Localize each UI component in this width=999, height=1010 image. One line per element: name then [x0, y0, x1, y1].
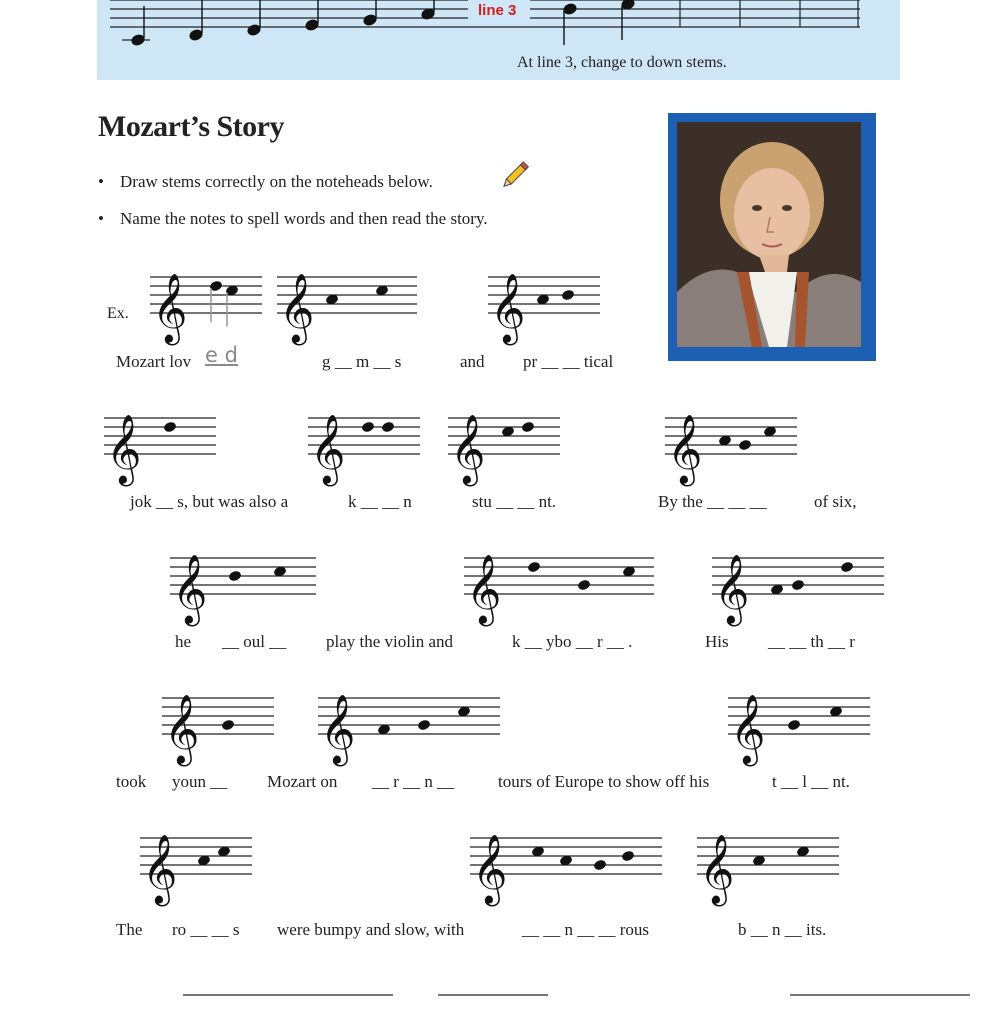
- story-text-1-4: and: [460, 352, 485, 371]
- treble-clef-icon: 𝄞: [714, 554, 750, 624]
- music-staff: [470, 818, 662, 904]
- music-staff: [308, 398, 420, 484]
- treble-clef-icon: 𝄞: [730, 694, 766, 764]
- story-text-3-4: k __ ybo __ r __ .: [512, 632, 633, 651]
- line-3-label: line 3: [478, 2, 517, 19]
- music-staff: [170, 538, 316, 624]
- notehead[interactable]: [163, 421, 177, 434]
- story-text-4-5: tours of Europe to show off his: [498, 772, 710, 791]
- story-text-4-2: youn __: [172, 772, 228, 791]
- story-text-3-1: he: [175, 632, 192, 651]
- story-text-2-4: By the __ __ __: [658, 492, 767, 511]
- treble-clef-icon: 𝄞: [310, 414, 346, 484]
- treble-clef-icon: 𝄞: [172, 554, 208, 624]
- treble-clef-icon: 𝄞: [152, 273, 188, 343]
- treble-clef-icon: 𝄞: [466, 554, 502, 624]
- notehead[interactable]: [381, 421, 395, 434]
- mozart-portrait: [677, 122, 861, 347]
- story-text-5-5: b __ n __ its.: [738, 920, 827, 939]
- treble-clef-icon: 𝄞: [279, 273, 315, 343]
- notehead[interactable]: [621, 850, 635, 863]
- music-staff: [104, 398, 216, 484]
- notehead[interactable]: [417, 719, 431, 732]
- bullet-1: • Draw stems correctly on the noteheads below.: [98, 172, 433, 191]
- treble-clef-icon: 𝄞: [472, 834, 508, 904]
- music-staff: [277, 257, 417, 343]
- example-label: Ex.: [107, 305, 129, 322]
- story-text-2-2: k __ __ n: [348, 492, 412, 511]
- music-staff: [697, 818, 839, 904]
- treble-clef-icon: 𝄞: [106, 414, 142, 484]
- pencil-icon: [502, 158, 532, 190]
- treble-clef-icon: 𝄞: [164, 694, 200, 764]
- top-staff: [110, 0, 870, 50]
- story-text-4-4: __ r __ n __: [372, 772, 455, 791]
- story-text-5-4: __ __ n __ __ rous: [522, 920, 650, 939]
- treble-clef-icon: 𝄞: [667, 414, 703, 484]
- notehead[interactable]: [840, 561, 854, 574]
- notehead[interactable]: [527, 561, 541, 574]
- treble-clef-icon: 𝄞: [320, 694, 356, 764]
- notehead[interactable]: [738, 439, 752, 452]
- music-staff: [140, 818, 252, 904]
- treble-clef-icon: 𝄞: [699, 834, 735, 904]
- notehead[interactable]: [791, 579, 805, 592]
- example-answer: e d: [205, 343, 238, 367]
- notehead[interactable]: [561, 289, 575, 302]
- notehead[interactable]: [593, 859, 607, 872]
- music-staff: [150, 257, 262, 343]
- story-text-3-2: __ oul __: [222, 632, 287, 651]
- music-staff: [488, 257, 600, 343]
- music-staff: [665, 398, 797, 484]
- notehead[interactable]: [577, 579, 591, 592]
- music-staff: [162, 678, 274, 764]
- story-text-1-5: pr __ __ tical: [523, 352, 614, 371]
- music-staff-partial: [790, 990, 970, 1010]
- story-text-4-3: Mozart on: [267, 772, 338, 791]
- notehead[interactable]: [221, 719, 235, 732]
- notehead[interactable]: [361, 421, 375, 434]
- story-text-3-6: __ __ th __ r: [768, 632, 855, 651]
- music-staff: [448, 398, 560, 484]
- music-staff: [712, 538, 884, 624]
- story-text-5-2: ro __ __ s: [172, 920, 240, 939]
- story-text-4-1: took: [116, 772, 147, 791]
- story-text-2-1: jok __ s, but was also a: [130, 492, 289, 511]
- section-title: Mozart’s Story: [98, 110, 284, 143]
- story-text-2-5: of six,: [814, 492, 857, 511]
- notehead[interactable]: [521, 421, 535, 434]
- story-text-2-3: stu __ __ nt.: [472, 492, 557, 511]
- story-text-1-1: Mozart lov: [116, 352, 192, 371]
- music-staff: [464, 538, 654, 624]
- instruction-caption: At line 3, change to down stems.: [517, 54, 727, 71]
- story-text-3-3: play the violin and: [326, 632, 454, 651]
- notehead[interactable]: [787, 719, 801, 732]
- treble-clef-icon: 𝄞: [450, 414, 486, 484]
- story-text-1-3: g __ m __ s: [322, 352, 402, 371]
- story-text-5-3: were bumpy and slow, with: [277, 920, 465, 939]
- music-staff-partial: [183, 990, 393, 1010]
- music-staff: [318, 678, 500, 764]
- story-text-5-1: The: [116, 920, 143, 939]
- story-text-3-5: His: [705, 632, 729, 651]
- treble-clef-icon: 𝄞: [490, 273, 526, 343]
- music-staff: [728, 678, 870, 764]
- notehead[interactable]: [228, 570, 242, 583]
- bullet-2: • Name the notes to spell words and then read the story.: [98, 209, 488, 228]
- story-text-4-6: t __ l __ nt.: [772, 772, 850, 791]
- music-staff-partial: [438, 990, 548, 1010]
- treble-clef-icon: 𝄞: [142, 834, 178, 904]
